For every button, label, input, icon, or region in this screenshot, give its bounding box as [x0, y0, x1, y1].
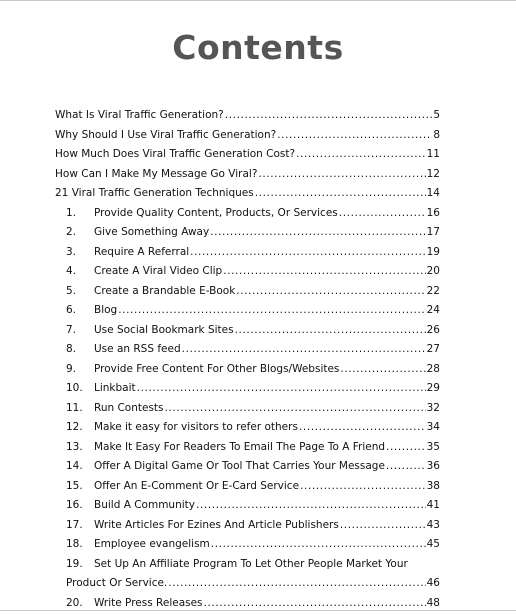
toc-entry[interactable]: [55, 145, 440, 165]
toc-page-number: 28: [426, 362, 440, 375]
toc-dot-leader: [211, 535, 426, 555]
toc-page-number: 20: [426, 265, 440, 277]
toc-dot-leader: [223, 262, 425, 282]
toc-entry-label: Run Contests: [94, 401, 164, 414]
toc-page-number: 26: [426, 323, 440, 336]
toc-dot-leader: [190, 243, 425, 263]
toc-subentry[interactable]: [55, 321, 440, 341]
toc-dot-leader: [118, 301, 425, 321]
toc-page-number: 22: [426, 284, 440, 297]
toc-subentry[interactable]: [55, 301, 440, 321]
toc-entry-label: Write Press Releases: [94, 596, 203, 609]
toc-item-number: 5.: [66, 284, 77, 297]
toc-entry[interactable]: [55, 106, 440, 126]
toc-subentry[interactable]: [55, 360, 440, 380]
toc-entry-label: Employee evangelism: [94, 538, 210, 550]
toc-page-number: 41: [426, 499, 440, 511]
toc-entry-label: Create a Brandable E-Book: [94, 284, 236, 297]
toc-page-number: 46: [426, 577, 440, 589]
toc-item-number: 4.: [66, 265, 77, 277]
toc-entry-label: Create A Viral Video Clip: [94, 265, 223, 277]
toc-subentry[interactable]: [55, 555, 440, 575]
toc-subentry[interactable]: [55, 438, 440, 458]
toc-item-number: 6.: [66, 304, 77, 316]
table-of-contents: [55, 106, 440, 613]
toc-subentry[interactable]: [55, 262, 440, 282]
toc-page-number: 45: [426, 538, 440, 550]
toc-entry-label: Blog: [94, 304, 118, 316]
toc-item-number: 18.: [66, 538, 83, 550]
toc-subentry-continuation[interactable]: [55, 574, 440, 594]
toc-item-number: 17.: [66, 518, 83, 531]
toc-item-number: 12.: [66, 421, 83, 433]
toc-page-number: 34: [426, 421, 440, 433]
top-divider: [0, 0, 516, 1]
toc-subentry[interactable]: [55, 282, 440, 302]
toc-item-number: 7.: [66, 323, 77, 336]
toc-dot-leader: [236, 282, 425, 302]
toc-page-number: 8: [433, 128, 440, 141]
toc-item-number: 11.: [66, 401, 83, 414]
toc-dot-leader: [210, 223, 425, 243]
toc-page-number: 43: [426, 518, 440, 531]
toc-page-number: 12: [426, 167, 440, 180]
toc-entry-label: Make It Easy For Readers To Email The Page To A Friend: [94, 440, 386, 453]
toc-page-number: 14: [426, 187, 440, 199]
toc-dot-leader: [196, 496, 426, 516]
toc-subentry[interactable]: [55, 243, 440, 263]
toc-entry-label: Give Something Away: [94, 226, 210, 238]
toc-subentry[interactable]: [55, 516, 440, 536]
toc-entry-label: How Much Does Viral Traffic Generation Cost?: [55, 148, 296, 160]
toc-dot-leader: [339, 204, 426, 224]
toc-item-number: 20.: [66, 596, 83, 609]
toc-entry-label: Require A Referral: [94, 245, 190, 258]
toc-page-number: 36: [426, 460, 440, 472]
toc-item-number: 14.: [66, 460, 83, 472]
toc-page-number: 24: [426, 304, 440, 316]
toc-page-number: 5: [433, 109, 440, 121]
toc-item-number: 19.: [66, 557, 83, 570]
toc-entry[interactable]: [55, 184, 440, 204]
toc-page-number: 32: [426, 401, 440, 414]
toc-subentry[interactable]: [55, 379, 440, 399]
bottom-divider: [0, 610, 516, 611]
toc-entry-label: How Can I Make My Message Go Viral?: [55, 167, 258, 180]
toc-dot-leader: [165, 399, 426, 419]
toc-entry[interactable]: [55, 165, 440, 185]
toc-item-number: 8.: [66, 343, 77, 355]
toc-page-number: 35: [426, 440, 440, 453]
toc-page-number: 19: [426, 245, 440, 258]
toc-dot-leader: [299, 418, 426, 438]
toc-item-number: 15.: [66, 479, 83, 492]
toc-page-number: 48: [426, 596, 440, 609]
toc-item-number: 1.: [66, 206, 77, 219]
toc-subentry[interactable]: [55, 418, 440, 438]
toc-entry-label: Make it easy for visitors to refer others: [94, 421, 298, 433]
toc-dot-leader: [300, 477, 426, 497]
toc-item-number: 16.: [66, 499, 83, 511]
toc-subentry[interactable]: [55, 340, 440, 360]
toc-dot-leader: [340, 360, 425, 380]
toc-dot-leader: [137, 379, 426, 399]
toc-dot-leader: [235, 321, 426, 341]
toc-subentry[interactable]: [55, 399, 440, 419]
toc-dot-leader: [340, 516, 426, 536]
toc-subentry[interactable]: [55, 204, 440, 224]
toc-item-number: 10.: [66, 382, 83, 394]
toc-page-number: 16: [426, 206, 440, 219]
toc-page-number: 29: [426, 382, 440, 394]
toc-item-number: 2.: [66, 226, 77, 238]
toc-entry-label: Build A Community: [94, 499, 195, 511]
toc-dot-leader: [225, 106, 433, 126]
toc-entry-label: Provide Quality Content, Products, Or Services: [94, 206, 338, 219]
toc-dot-leader: [386, 457, 426, 477]
toc-entry[interactable]: [55, 126, 440, 146]
toc-entry-label: Use Social Bookmark Sites: [94, 323, 234, 336]
toc-dot-leader: [277, 126, 432, 146]
toc-entry-label: Set Up An Affiliate Program To Let Other People Market Your: [94, 557, 408, 570]
toc-dot-leader: [258, 165, 425, 185]
toc-page-number: 11: [426, 148, 440, 160]
toc-dot-leader: [296, 145, 426, 165]
toc-entry-label: Offer An E-Comment Or E-Card Service: [94, 479, 300, 492]
toc-page-number: 38: [426, 479, 440, 492]
toc-subentry[interactable]: [55, 496, 440, 516]
toc-dot-leader: [182, 340, 426, 360]
toc-item-number: 13.: [66, 440, 83, 453]
toc-entry-label: Why Should I Use Viral Traffic Generation?: [55, 128, 277, 141]
toc-dot-leader: [386, 438, 426, 458]
toc-item-number: 9.: [66, 362, 77, 375]
toc-subentry[interactable]: [55, 535, 440, 555]
toc-entry-label: Provide Free Content For Other Blogs/Websites: [94, 362, 340, 375]
toc-entry-label: Write Articles For Ezines And Article Publishers: [94, 518, 339, 531]
toc-subentry[interactable]: [55, 223, 440, 243]
toc-entry-label: Use an RSS feed: [94, 343, 181, 355]
toc-page-number: 17: [426, 226, 440, 238]
toc-entry-label: Offer A Digital Game Or Tool That Carries Your Message: [94, 460, 385, 472]
page-title: Contents: [172, 28, 344, 67]
toc-dot-leader: [255, 184, 426, 204]
toc-entry-label-continued: Product Or Service.: [66, 577, 168, 589]
toc-dot-leader: [168, 574, 425, 594]
toc-entry-label: Linkbait: [94, 382, 136, 394]
toc-subentry[interactable]: [55, 477, 440, 497]
toc-entry-label: What Is Viral Traffic Generation?: [55, 109, 224, 121]
toc-subentry[interactable]: [55, 457, 440, 477]
toc-item-number: 3.: [66, 245, 77, 258]
toc-page-number: 27: [426, 343, 440, 355]
toc-entry-label: 21 Viral Traffic Generation Techniques: [55, 187, 254, 199]
